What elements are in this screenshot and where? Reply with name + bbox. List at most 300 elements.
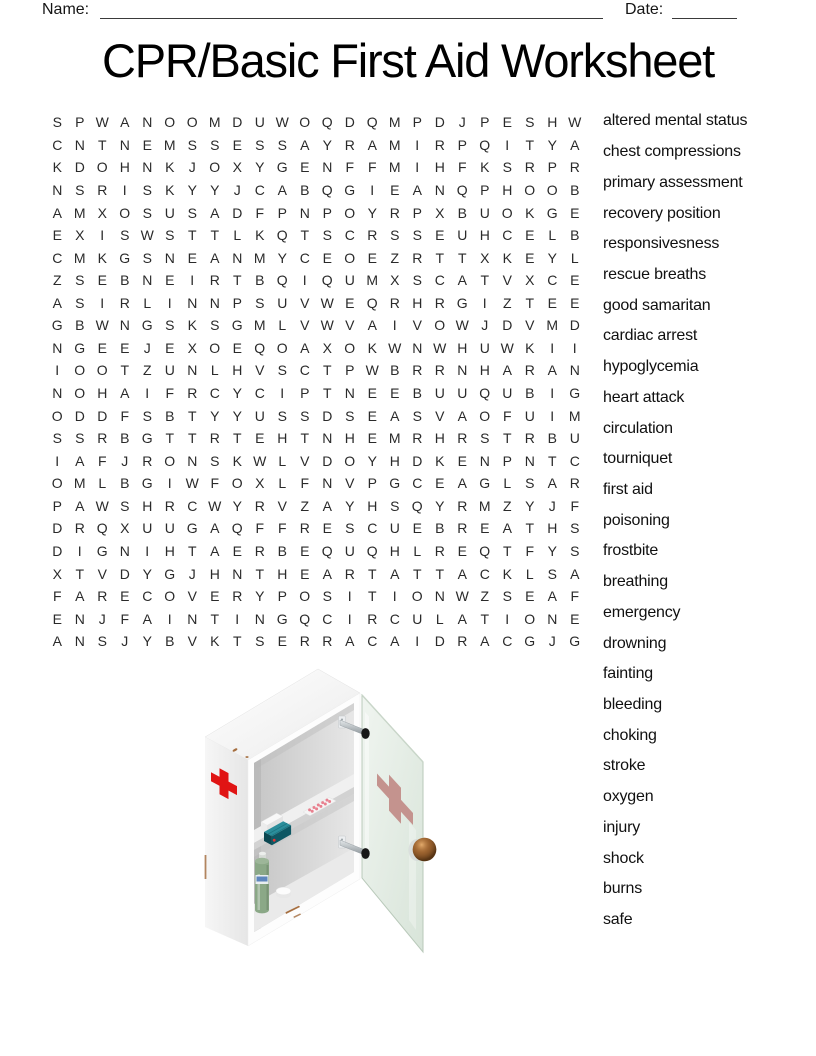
grid-letter: Y (322, 136, 332, 153)
grid-letter: F (97, 452, 107, 469)
word-list-item: oxygen (603, 788, 654, 806)
grid-letter: S (525, 114, 535, 131)
grid-letter: S (390, 497, 400, 514)
grid-letter: C (502, 227, 513, 244)
grid-letter: A (210, 542, 220, 559)
grid-letter: N (524, 452, 535, 469)
can-label (257, 877, 268, 882)
grid-letter: N (457, 362, 468, 379)
word-list-item: cardiac arrest (603, 327, 698, 345)
door-sheen (409, 822, 416, 930)
grid-letter: I (392, 317, 397, 334)
grid-letter: Y (232, 407, 242, 424)
grid-letter: F (210, 475, 220, 492)
grid-letter: U (164, 362, 175, 379)
grid-letter: U (479, 339, 490, 356)
grid-letter: A (457, 610, 467, 627)
grid-letter: P (52, 497, 62, 514)
white-jar (276, 887, 291, 898)
word-list (603, 106, 747, 935)
grid-letter: N (232, 565, 243, 582)
grid-letter: Q (96, 520, 108, 537)
grid-letter: Q (276, 227, 288, 244)
grid-letter: R (209, 430, 220, 447)
grid-letter: A (457, 272, 467, 289)
grid-letter: K (165, 181, 175, 198)
grid-letter: A (75, 588, 85, 605)
grid-letter: D (232, 204, 243, 221)
grid-letter: H (367, 497, 378, 514)
word-list-item: circulation (603, 419, 673, 437)
grid-letter: Y (277, 249, 287, 266)
grid-letter: E (570, 272, 580, 289)
grid-letter: Z (480, 588, 490, 605)
grid-letter: I (55, 362, 60, 379)
grid-letter: S (502, 159, 512, 176)
grid-letter: F (525, 542, 535, 559)
grid-letter: R (389, 294, 400, 311)
grid-letter: B (165, 407, 175, 424)
grid-letter: N (412, 339, 423, 356)
grid-letter: T (187, 542, 197, 559)
grid-letter: L (278, 452, 287, 469)
grid-letter: A (75, 452, 85, 469)
grid-letter: T (367, 565, 377, 582)
name-label: Name: (42, 1, 90, 18)
grid-letter: T (210, 227, 220, 244)
grid-letter: G (119, 249, 131, 266)
grid-letter: N (434, 588, 445, 605)
grid-letter: E (120, 588, 130, 605)
name-underline (100, 18, 603, 19)
grid-letter: D (434, 114, 445, 131)
grid-letter: I (190, 272, 195, 289)
grid-letter: K (232, 452, 242, 469)
grid-letter: S (255, 294, 265, 311)
grid-letter: E (52, 610, 62, 627)
grid-letter: H (479, 227, 490, 244)
word-list-item: primary assessment (603, 173, 743, 191)
grid-letter: Q (276, 272, 288, 289)
grid-letter: G (74, 339, 86, 356)
grid-letter: Q (254, 339, 266, 356)
grid-letter: L (413, 542, 422, 559)
grid-letter: R (97, 181, 108, 198)
grid-letter: D (412, 452, 423, 469)
grid-letter: M (73, 204, 86, 221)
grid-letter: S (142, 249, 152, 266)
grid-letter: O (164, 114, 176, 131)
grid-letter: N (52, 339, 63, 356)
grid-letter: J (233, 181, 241, 198)
grid-letter: D (97, 407, 108, 424)
grid-letter: V (300, 452, 310, 469)
grid-letter: R (344, 136, 355, 153)
grid-letter: C (569, 452, 580, 469)
word-list-item: hypoglycemia (603, 358, 699, 376)
word-list-item: stroke (603, 757, 646, 775)
grid-letter: D (52, 542, 63, 559)
grid-letter: O (501, 204, 513, 221)
grid-letter: T (187, 227, 197, 244)
grid-letter: C (52, 136, 63, 153)
grid-letter: A (547, 475, 557, 492)
grid-letter: I (167, 294, 172, 311)
grid-letter: L (143, 294, 152, 311)
grid-letter: S (390, 227, 400, 244)
grid-letter: I (505, 610, 510, 627)
grid-letter: L (435, 610, 444, 627)
grid-letter: I (302, 272, 307, 289)
grid-letter: P (232, 294, 242, 311)
grid-letter: R (434, 362, 445, 379)
grid-letter: U (254, 114, 265, 131)
grid-letter: N (119, 136, 130, 153)
grid-letter: Y (345, 497, 355, 514)
grid-letter: U (389, 520, 400, 537)
grid-letter: V (412, 317, 422, 334)
grid-letter: S (502, 588, 512, 605)
grid-letter: X (255, 475, 265, 492)
grid-letter: R (412, 362, 423, 379)
grid-letter: Y (142, 633, 152, 650)
grid-letter: V (345, 317, 355, 334)
grid-letter: N (142, 114, 153, 131)
grid-letter: B (255, 272, 265, 289)
grid-letter: R (254, 497, 265, 514)
grid-letter: Q (479, 542, 491, 559)
grid-letter: Q (321, 181, 333, 198)
word-list-item: heart attack (603, 388, 685, 406)
grid-letter: A (345, 633, 355, 650)
grid-letter: I (122, 181, 127, 198)
grid-letter: Y (525, 497, 535, 514)
grid-letter: P (277, 588, 287, 605)
grid-letter: I (167, 475, 172, 492)
grid-letter: B (570, 181, 580, 198)
grid-letter: T (232, 272, 242, 289)
grid-letter: M (568, 407, 581, 424)
grid-letter: O (344, 339, 356, 356)
grid-letter: A (502, 520, 512, 537)
grid-letter: I (100, 294, 105, 311)
grid-letter: E (322, 520, 332, 537)
grid-letter: H (344, 430, 355, 447)
grid-letter: T (322, 362, 332, 379)
grid-letter: R (457, 497, 468, 514)
grid-letter: S (52, 114, 62, 131)
grid-letter: S (570, 542, 580, 559)
grid-letter: S (322, 227, 332, 244)
grid-letter: A (52, 294, 62, 311)
word-list-item: recovery position (603, 204, 721, 222)
grid-letter: V (255, 362, 265, 379)
grid-letter: S (277, 362, 287, 379)
grid-letter: P (412, 204, 422, 221)
grid-letter: R (389, 204, 400, 221)
grid-letter: W (95, 497, 109, 514)
grid-letter: V (345, 475, 355, 492)
grid-letter: M (73, 249, 86, 266)
grid-letter: M (388, 136, 401, 153)
grid-letter: I (572, 339, 577, 356)
grid-letter: S (210, 452, 220, 469)
grid-letter: O (479, 407, 491, 424)
grid-letter: I (100, 227, 105, 244)
grid-letter: S (570, 520, 580, 537)
grid-letter: Y (255, 588, 265, 605)
grid-letter: J (188, 159, 196, 176)
grid-letter: Z (142, 362, 152, 379)
grid-letter: C (299, 362, 310, 379)
grid-letter: C (389, 610, 400, 627)
grid-letter: L (210, 362, 219, 379)
grid-letter: S (75, 430, 85, 447)
grid-letter: H (434, 159, 445, 176)
grid-letter: I (550, 339, 555, 356)
grid-letter: S (480, 430, 490, 447)
grid-letter: A (322, 497, 332, 514)
grid-letter: S (165, 317, 175, 334)
grid-letter: O (74, 362, 86, 379)
word-list-item: shock (603, 849, 644, 867)
grid-letter: Q (479, 385, 491, 402)
grid-letter: R (367, 227, 378, 244)
grid-letter: A (75, 497, 85, 514)
grid-letter: C (322, 610, 333, 627)
grid-letter: A (52, 633, 62, 650)
grid-letter: B (120, 272, 130, 289)
grid-letter: L (525, 565, 534, 582)
grid-letter: X (390, 272, 400, 289)
grid-letter: A (390, 633, 400, 650)
grid-letter: S (412, 407, 422, 424)
grid-letter: A (52, 204, 62, 221)
grid-letter: H (389, 452, 400, 469)
grid-letter: T (367, 588, 377, 605)
grid-letter: E (412, 520, 422, 537)
grid-letter: I (550, 407, 555, 424)
grid-letter: P (75, 114, 85, 131)
grid-letter: E (547, 294, 557, 311)
grid-letter: E (142, 136, 152, 153)
grid-letter: W (455, 317, 469, 334)
grid-letter: F (120, 610, 130, 627)
grid-letter: Z (390, 249, 400, 266)
grid-letter: T (322, 385, 332, 402)
grid-letter: C (344, 227, 355, 244)
grid-letter: A (390, 565, 400, 582)
grid-letter: Q (479, 136, 491, 153)
grid-letter: D (74, 407, 85, 424)
grid-letter: B (120, 475, 130, 492)
grid-letter: W (208, 497, 222, 514)
grid-letter: O (344, 452, 356, 469)
grid-letter: M (388, 114, 401, 131)
grid-letter: J (121, 452, 129, 469)
grid-letter: O (276, 339, 288, 356)
grid-letter: N (232, 249, 243, 266)
grid-letter: O (299, 114, 311, 131)
grid-letter: T (525, 520, 535, 537)
grid-letter: W (140, 227, 154, 244)
grid-letter: S (345, 520, 355, 537)
grid-letter: R (299, 520, 310, 537)
grid-letter: W (320, 317, 334, 334)
grid-letter: K (210, 633, 220, 650)
grid-letter: B (75, 317, 85, 334)
grid-letter: I (415, 136, 420, 153)
grid-letter: V (187, 633, 197, 650)
grid-letter: F (120, 407, 130, 424)
grid-letter: G (276, 610, 288, 627)
grid-letter: E (322, 249, 332, 266)
grid-letter: S (142, 181, 152, 198)
grid-letter: L (278, 317, 287, 334)
grid-letter: B (457, 204, 467, 221)
word-list-item: bleeding (603, 696, 662, 714)
grid-letter: A (277, 181, 287, 198)
grid-letter: U (277, 294, 288, 311)
grid-letter: V (277, 497, 287, 514)
grid-letter: B (165, 633, 175, 650)
cabinet-door (362, 695, 423, 952)
grid-letter: F (52, 588, 62, 605)
grid-letter: R (367, 610, 378, 627)
grid-letter: N (434, 181, 445, 198)
grid-letter: E (435, 475, 445, 492)
grid-letter: S (75, 272, 85, 289)
grid-letter: Y (367, 452, 377, 469)
grid-letter: A (570, 136, 580, 153)
grid-letter: Q (366, 542, 378, 559)
grid-letter: I (550, 385, 555, 402)
date-underline (672, 18, 737, 19)
grid-letter: X (120, 520, 130, 537)
grid-letter: O (186, 114, 198, 131)
grid-letter: W (568, 114, 582, 131)
grid-letter: C (187, 497, 198, 514)
grid-letter: C (209, 385, 220, 402)
grid-letter: N (52, 181, 63, 198)
word-list-item: rescue breaths (603, 265, 707, 283)
grid-letter: W (500, 339, 514, 356)
grid-letter: A (367, 317, 377, 334)
grid-letter: G (524, 633, 536, 650)
door-knob (409, 838, 437, 862)
grid-letter: E (570, 294, 580, 311)
grid-letter: G (186, 520, 198, 537)
grid-letter: V (187, 588, 197, 605)
grid-letter: Y (210, 181, 220, 198)
grid-letter: S (52, 430, 62, 447)
grid-letter: U (142, 520, 153, 537)
grid-letter: P (367, 475, 377, 492)
grid-letter: N (119, 317, 130, 334)
grid-letter: S (75, 181, 85, 198)
grid-letter: E (480, 520, 490, 537)
grid-letter: R (434, 136, 445, 153)
grid-letter: L (98, 475, 107, 492)
grid-letter: S (412, 227, 422, 244)
grid-letter: D (232, 114, 243, 131)
grid-letter: H (457, 339, 468, 356)
grid-letter: B (570, 227, 580, 244)
grid-letter: C (547, 272, 558, 289)
grid-letter: O (209, 159, 221, 176)
word-list-item: chest compressions (603, 143, 741, 161)
grid-letter: R (322, 633, 333, 650)
grid-letter: U (457, 385, 468, 402)
grid-letter: D (52, 520, 63, 537)
grid-letter: E (232, 542, 242, 559)
grid-letter: L (233, 227, 242, 244)
grid-letter: C (367, 520, 378, 537)
box-red-dot (273, 839, 276, 842)
grid-letter: F (570, 588, 580, 605)
grid-letter: O (344, 249, 356, 266)
grid-letter: H (209, 565, 220, 582)
grid-letter: S (187, 204, 197, 221)
word-list-item: frostbite (603, 542, 659, 560)
grid-letter: R (524, 430, 535, 447)
grid-letter: V (97, 565, 107, 582)
grid-letter: J (458, 114, 466, 131)
grid-letter: M (253, 249, 266, 266)
grid-letter: E (457, 452, 467, 469)
grid-letter: R (457, 520, 468, 537)
grid-letter: O (164, 588, 176, 605)
grid-letter: P (322, 204, 332, 221)
grid-letter: A (570, 565, 580, 582)
grid-letter: J (481, 317, 489, 334)
grid-letter: I (505, 136, 510, 153)
grid-letter: X (435, 204, 445, 221)
word-list-item: drowning (603, 634, 667, 652)
grid-letter: B (547, 430, 557, 447)
grid-letter: F (502, 407, 512, 424)
grid-letter: S (322, 588, 332, 605)
grid-letter: R (457, 633, 468, 650)
grid-letter: G (231, 317, 243, 334)
grid-letter: D (322, 407, 333, 424)
grid-letter: A (142, 610, 152, 627)
grid-letter: E (345, 294, 355, 311)
grid-letter: B (525, 385, 535, 402)
grid-letter: R (164, 497, 175, 514)
grid-letter: Q (299, 610, 311, 627)
grid-letter: Z (300, 497, 310, 514)
grid-letter: G (569, 385, 581, 402)
grid-letter: U (569, 430, 580, 447)
grid-letter: S (547, 565, 557, 582)
grid-letter: E (97, 272, 107, 289)
grid-letter: T (502, 542, 512, 559)
grid-letter: P (547, 159, 557, 176)
grid-letter: B (390, 362, 400, 379)
grid-letter: N (187, 294, 198, 311)
grid-letter: Y (232, 497, 242, 514)
grid-letter: E (367, 407, 377, 424)
grid-letter: R (457, 430, 468, 447)
grid-letter: E (457, 542, 467, 559)
grid-letter: N (344, 385, 355, 402)
grid-letter: S (277, 136, 287, 153)
grid-letter: P (502, 452, 512, 469)
grid-letter: G (546, 204, 558, 221)
grid-letter: X (75, 227, 85, 244)
grid-letter: T (210, 610, 220, 627)
